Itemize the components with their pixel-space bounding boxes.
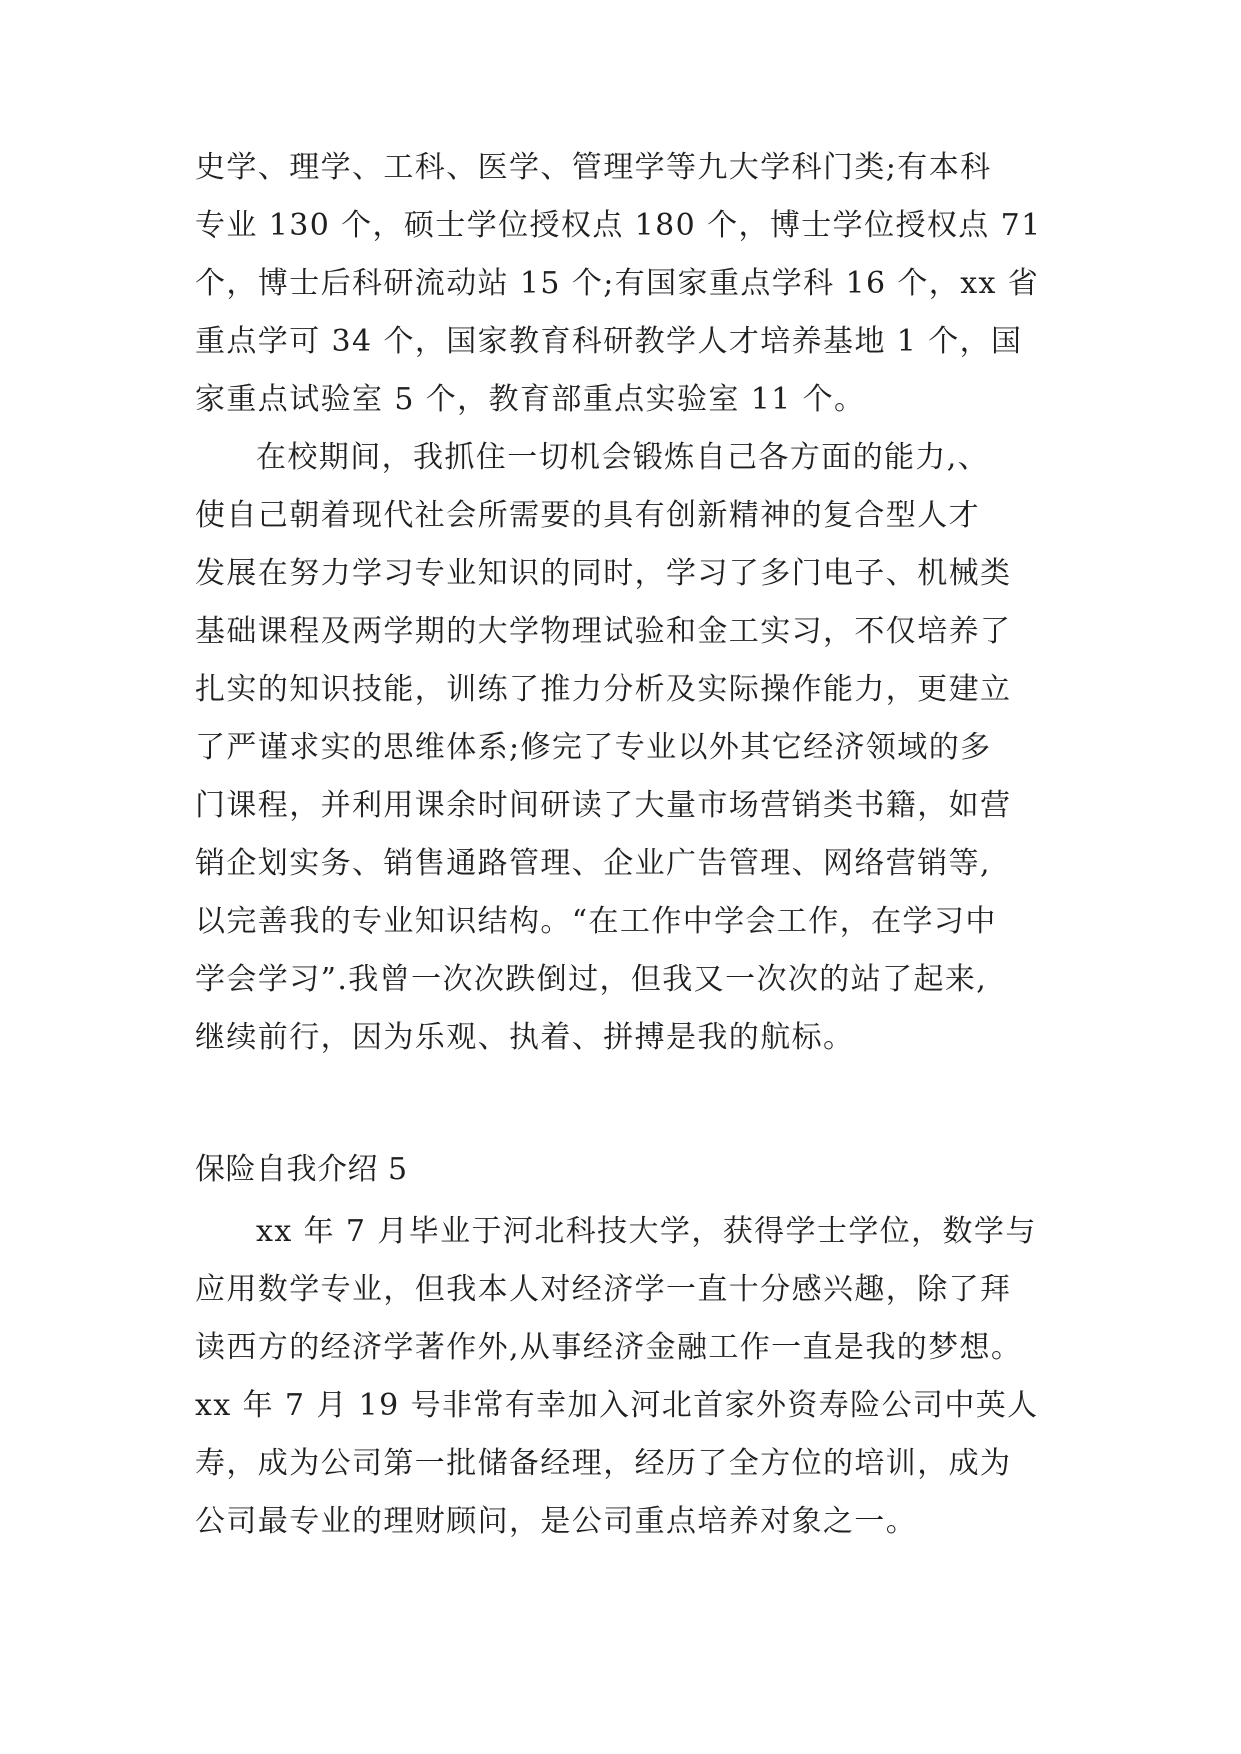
paragraph-2-line: 基础课程及两学期的大学物理试验和金工实习，不仅培养了 [195, 614, 1012, 649]
paragraph-3-line: 应用数学专业，但我本人对经济学一直十分感兴趣，除了拜 [195, 1272, 1012, 1307]
paragraph-2-line: 使自己朝着现代社会所需要的具有创新精神的复合型人才 [195, 498, 980, 533]
paragraph-3-line: xx 年 7 月 19 号非常有幸加入河北首家外资寿险公司中英人 [195, 1388, 1039, 1423]
section-heading: 保险自我介绍 5 [195, 1152, 408, 1187]
paragraph-2-line: 了严谨求实的思维体系;修完了专业以外其它经济领域的多 [195, 730, 992, 765]
paragraph-1-line: 重点学可 34 个，国家教育科研教学人才培养基地 1 个，国 [195, 324, 1023, 359]
paragraph-2-line: 以完善我的专业知识结构。“在工作中学会工作，在学习中 [195, 904, 997, 939]
paragraph-3-line: 读西方的经济学著作外,从事经济金融工作一直是我的梦想。 [195, 1330, 1023, 1365]
paragraph-2-line: 学会学习”.我曾一次次跌倒过，但我又一次次的站了起来, [195, 962, 988, 997]
paragraph-1-line: 家重点试验室 5 个，教育部重点实验室 11 个。 [195, 382, 866, 417]
paragraph-3-line: 寿，成为公司第一批储备经理，经历了全方位的培训，成为 [195, 1446, 1012, 1481]
paragraph-2-line: 销企划实务、销售通路管理、企业广告管理、网络营销等, [195, 846, 991, 881]
paragraph-2-line: 门课程，并利用课余时间研读了大量市场营销类书籍，如营 [195, 788, 1012, 823]
paragraph-2-line: 在校期间，我抓住一切机会锻炼自己各方面的能力,、 [256, 440, 990, 475]
paragraph-1-line: 个，博士后科研流动站 15 个;有国家重点学科 16 个，xx 省 [195, 266, 1040, 301]
paragraph-2-line: 继续前行，因为乐观、执着、拼搏是我的航标。 [195, 1020, 855, 1055]
paragraph-2-line: 扎实的知识技能，训练了推力分析及实际操作能力，更建立 [195, 672, 1012, 707]
paragraph-2-line: 发展在努力学习专业知识的同时，学习了多门电子、机械类 [195, 556, 1012, 591]
paragraph-3-line: xx 年 7 月毕业于河北科技大学，获得学士学位，数学与 [256, 1214, 1037, 1249]
paragraph-1-line: 史学、理学、工科、医学、管理学等九大学科门类;有本科 [195, 150, 992, 185]
paragraph-3-line: 公司最专业的理财顾问，是公司重点培养对象之一。 [195, 1504, 918, 1539]
paragraph-1-line: 专业 130 个，硕士学位授权点 180 个，博士学位授权点 71 [195, 208, 1042, 243]
